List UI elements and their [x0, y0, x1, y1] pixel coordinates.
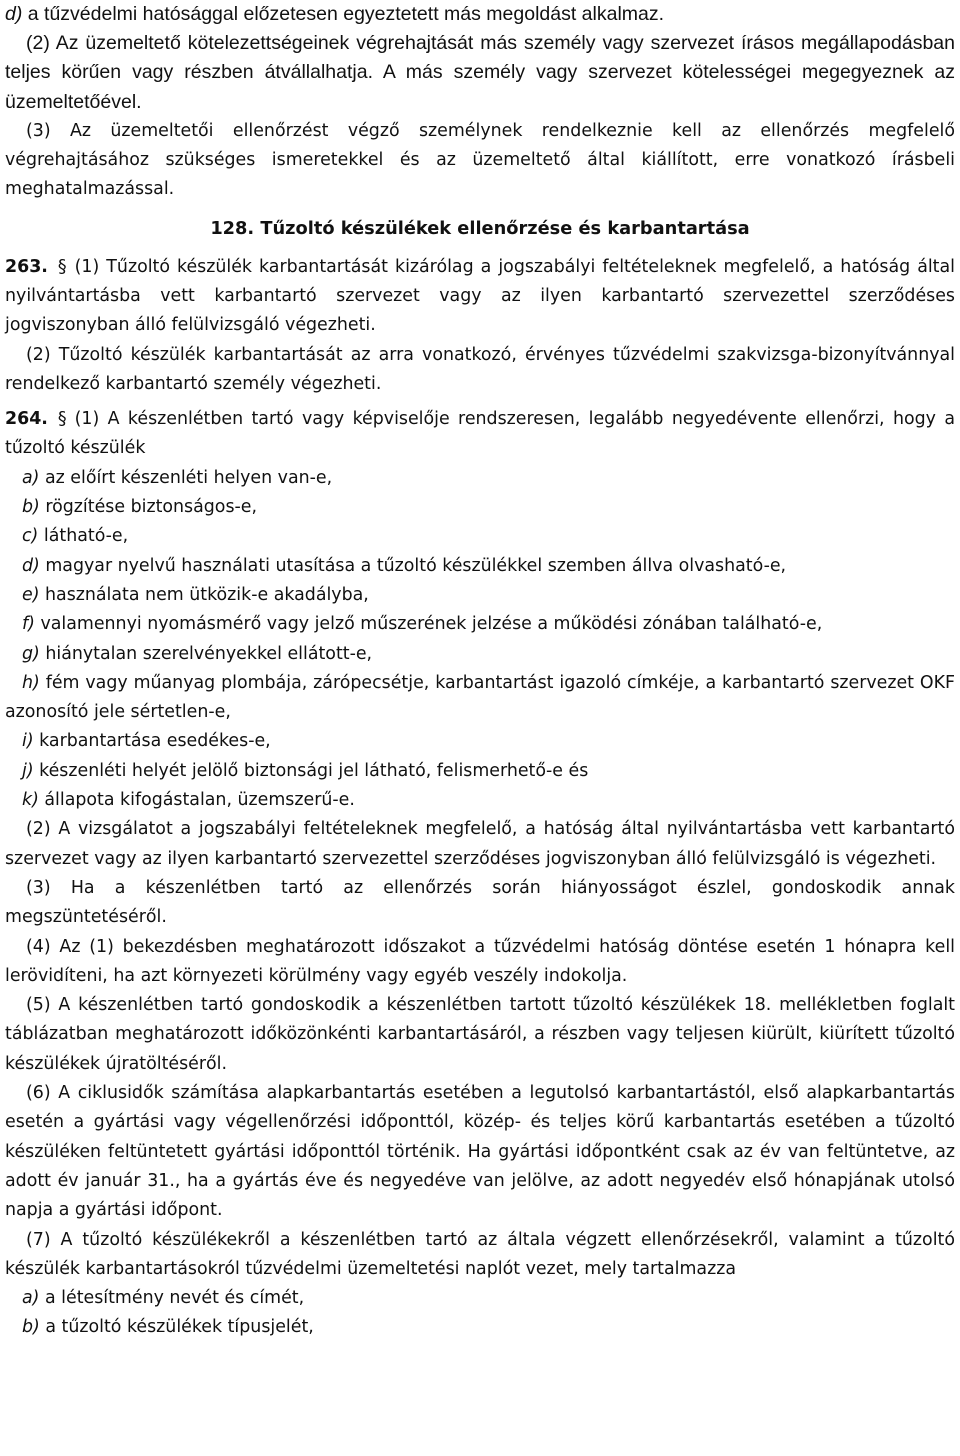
item-label: k): [22, 790, 39, 811]
item-text: készenléti helyét jelölő biztonsági jel látható, felismerhető-e és: [33, 760, 589, 781]
item-label: j): [22, 760, 34, 781]
item-text: a létesítmény nevét és címét,: [39, 1288, 305, 1309]
item-label: d): [22, 555, 40, 576]
section-264-p1: [5, 405, 955, 464]
list-item-f: [5, 610, 955, 639]
list-item-g: [5, 640, 955, 669]
item-label: b): [22, 1317, 40, 1338]
section-number: 264.: [5, 409, 48, 430]
list-item-e: [5, 581, 955, 610]
paragraph-2-operator: (2) Az üzemeltető kötelezettségeinek végrehajtását más személy vagy szervezet írásos megállapodásban teljes körűen vagy részben átvállalhatja. A más személy vagy szervezet kötelességei megegyeznek az üzemeltetőével.: [5, 32, 955, 113]
list-item-k: [5, 786, 955, 815]
item-label: a): [22, 1288, 40, 1309]
section-sign: §: [57, 256, 67, 277]
section-sign: §: [57, 409, 67, 430]
list-item-a: [5, 1284, 955, 1313]
list-item-h: [5, 669, 955, 728]
item-d-line: [5, 0, 955, 29]
item-label: i): [22, 731, 34, 752]
section-264-p5: (5) A készenlétben tartó gondoskodik a készenlétben tartott tűzoltó készülékek 18. mellékletben foglalt táblázatban meghatározott időközönkénti karbantartásáról, a részben vagy teljesen kiürült, kiürített tűzoltó készülékek újratöltéséről.: [5, 995, 955, 1074]
item-label: f): [22, 614, 35, 635]
item-label: d): [5, 3, 23, 25]
item-text: fém vagy műanyag plombája, zárópecsétje, karbantartást igazoló címkéje, a karbantartó szervezet OKF azonosító jele sértetlen-e,: [5, 672, 955, 723]
section-heading: 128. Tűzoltó készülékek ellenőrzése és karbantartása: [210, 217, 750, 239]
section-264-p2: (2) A vizsgálatot a jogszabályi feltételeknek megfelelő, a hatóság által nyilvántartásba vett karbantartó szervezet vagy az ilyen karbantartó szervezettel szerződéses jogviszonyban álló felülvizsgáló is végezheti.: [5, 819, 955, 869]
list-item-c: [5, 522, 955, 551]
item-label: e): [22, 584, 40, 605]
section-263-p2: (2) Tűzoltó készülék karbantartását az arra vonatkozó, érvényes tűzvédelmi szakvizsga-bizonyítvánnyal rendelkező karbantartó személy végezheti.: [5, 344, 955, 394]
item-label: g): [22, 643, 40, 664]
item-text: rögzítése biztonságos-e,: [39, 497, 258, 518]
item-text: a tűzvédelmi hatósággal előzetesen egyeztetett más megoldást alkalmaz.: [22, 3, 665, 25]
list-item-b: [5, 493, 955, 522]
section-264-p6: (6) A ciklusidők számítása alapkarbantartás esetében a legutolsó karbantartástól, első alapkarbantartás esetén a gyártási vagy végellenőrzési időponttól, közép- és teljes körű karbantartás esetében a tűzoltó készüléken feltüntetett gyártási időponttól történik. Ha gyártási időpontként csak az év van feltüntetve, az adott év január 31., ha a gyártás éve és negyedéve van jelölve, az adott negyedév első hónapjának utolsó napja a gyártási időpont.: [5, 1083, 955, 1221]
item-text: magyar nyelvű használati utasítása a tűzoltó készülékkel szemben állva olvasható-e,: [39, 555, 787, 576]
item-label: a): [22, 467, 40, 488]
list-item-a: [5, 464, 955, 493]
section-264-p4: (4) Az (1) bekezdésben meghatározott időszakot a tűzvédelmi hatóság döntése esetén 1 hónapra kell lerövidíteni, ha azt környezeti körülmény vagy egyéb veszély indokolja.: [5, 936, 955, 986]
item-label: h): [22, 672, 40, 693]
item-text: használata nem ütközik-e akadályba,: [39, 584, 369, 605]
list-item-j: [5, 757, 955, 786]
paragraph-3-authorization: (3) Az üzemeltetői ellenőrzést végző személynek rendelkeznie kell az ellenőrzés megfelelő végrehajtásához szükséges ismeretekkel és az üzemeltető által kiállított, erre vonatkozó írásbeli meghatalmazással.: [5, 120, 955, 200]
item-text: valamennyi nyomásmérő vagy jelző műszerének jelzése a működési zónában található-e,: [34, 614, 823, 635]
item-text: a tűzoltó készülékek típusjelét,: [39, 1317, 314, 1338]
item-text: látható-e,: [38, 526, 129, 547]
item-text: állapota kifogástalan, üzemszerű-e.: [38, 790, 355, 811]
section-264-p7: (7) A tűzoltó készülékekről a készenlétben tartó az általa végzett ellenőrzésekről, valamint a tűzoltó készülék karbantartásokról tűzvédelmi üzemeltetési naplót vezet, mely tartalmazza: [5, 1229, 955, 1279]
item-label: b): [22, 497, 40, 518]
section-number: 263.: [5, 256, 48, 277]
item-text: az előírt készenléti helyen van-e,: [39, 467, 333, 488]
section-264-p3: (3) Ha a készenlétben tartó az ellenőrzés során hiányosságot észlel, gondoskodik annak megszüntetéséről.: [5, 877, 955, 928]
item-text: karbantartása esedékes-e,: [33, 731, 271, 752]
section-263-p1-text: (1) Tűzoltó készülék karbantartását kizárólag a jogszabályi feltételeknek megfelelő, a hatóság által nyilvántartásba vett karbantartó szervezet vagy az ilyen karbantartó szervezettel szerződéses jogviszonyban álló felülvizsgáló végezheti.: [5, 256, 955, 336]
section-263-p1: [5, 253, 955, 341]
list-item-i: [5, 727, 955, 756]
item-label: c): [22, 526, 39, 547]
list-item-d: [5, 552, 955, 581]
list-item-b: [5, 1313, 955, 1342]
item-text: hiánytalan szerelvényekkel ellátott-e,: [39, 643, 373, 664]
section-264-p1-text: (1) A készenlétben tartó vagy képviselője rendszeresen, legalább negyedévente ellenőrzi, hogy a tűzoltó készülék: [5, 409, 955, 459]
